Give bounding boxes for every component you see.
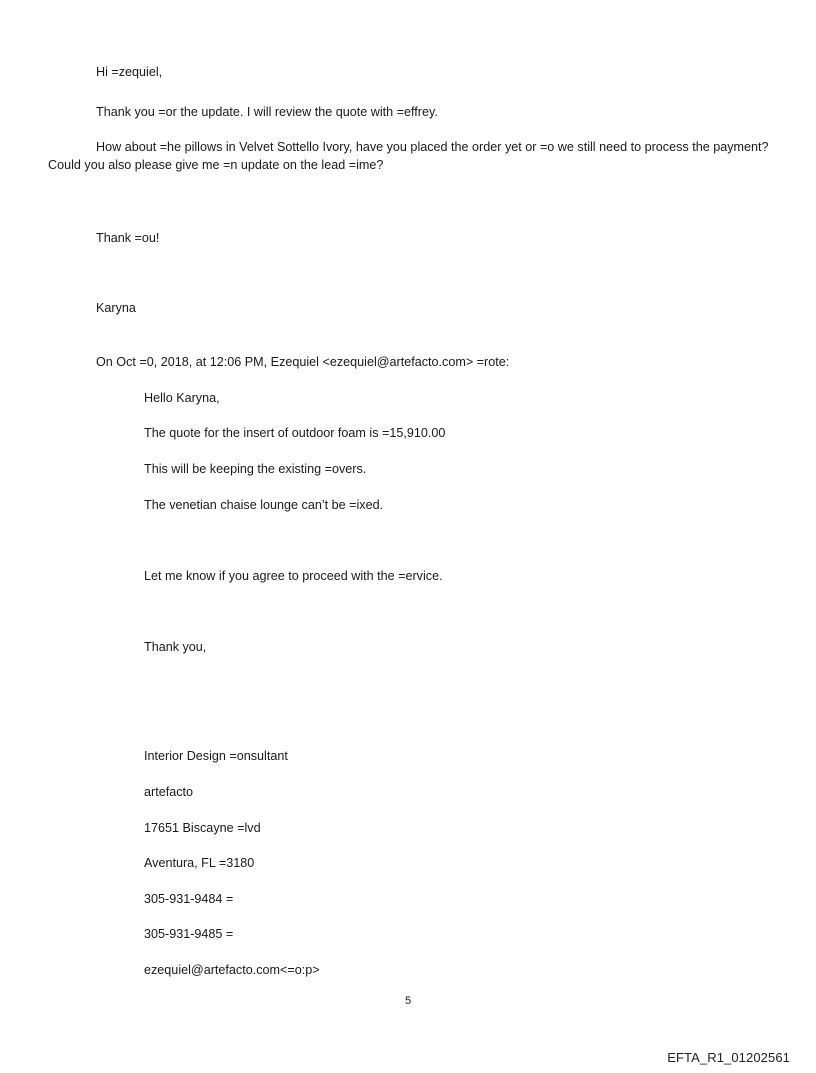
quoted-chaise-line: The venetian chaise lounge can’t be =ixed. <box>144 498 384 512</box>
quoted-greeting: Hello Karyna, <box>144 391 220 405</box>
page-number: 5 <box>404 995 412 1007</box>
quoted-proceed-line: Let me know if you agree to proceed with the =ervice. <box>144 569 443 583</box>
reply-thanks: Thank =ou! <box>96 231 160 245</box>
document-id: EFTA_R1_01202561 <box>667 1050 790 1065</box>
reply-signature: Karyna <box>96 301 136 315</box>
signature-company: artefacto <box>144 785 194 799</box>
quoted-closing: Thank you, <box>144 640 207 654</box>
reply-greeting: Hi =zequiel, <box>96 65 163 79</box>
signature-phone-1: 305-931-9484 = <box>144 892 234 906</box>
signature-city: Aventura, FL =3180 <box>144 856 255 870</box>
reply-update-line: Thank you =or the update. I will review the quote with =effrey. <box>96 105 438 119</box>
signature-title: Interior Design =onsultant <box>144 749 288 763</box>
signature-phone-2: 305-931-9485 = <box>144 927 234 941</box>
reply-pillows-paragraph: How about =he pillows in Velvet Sottello Ivory, have you placed the order yet or =o we still need to process the payment? Could you also please give me =n update on the lead =ime? <box>48 140 769 172</box>
signature-street: 17651 Biscayne =lvd <box>144 821 261 835</box>
signature-email: ezequiel@artefacto.com<=o:p> <box>144 963 320 977</box>
quoted-covers-line: This will be keeping the existing =overs. <box>144 462 367 476</box>
quoted-quote-line: The quote for the insert of outdoor foam is =15,910.00 <box>144 426 446 440</box>
quoted-header: On Oct =0, 2018, at 12:06 PM, Ezequiel <ezequiel@artefacto.com> =rote: <box>96 355 510 369</box>
